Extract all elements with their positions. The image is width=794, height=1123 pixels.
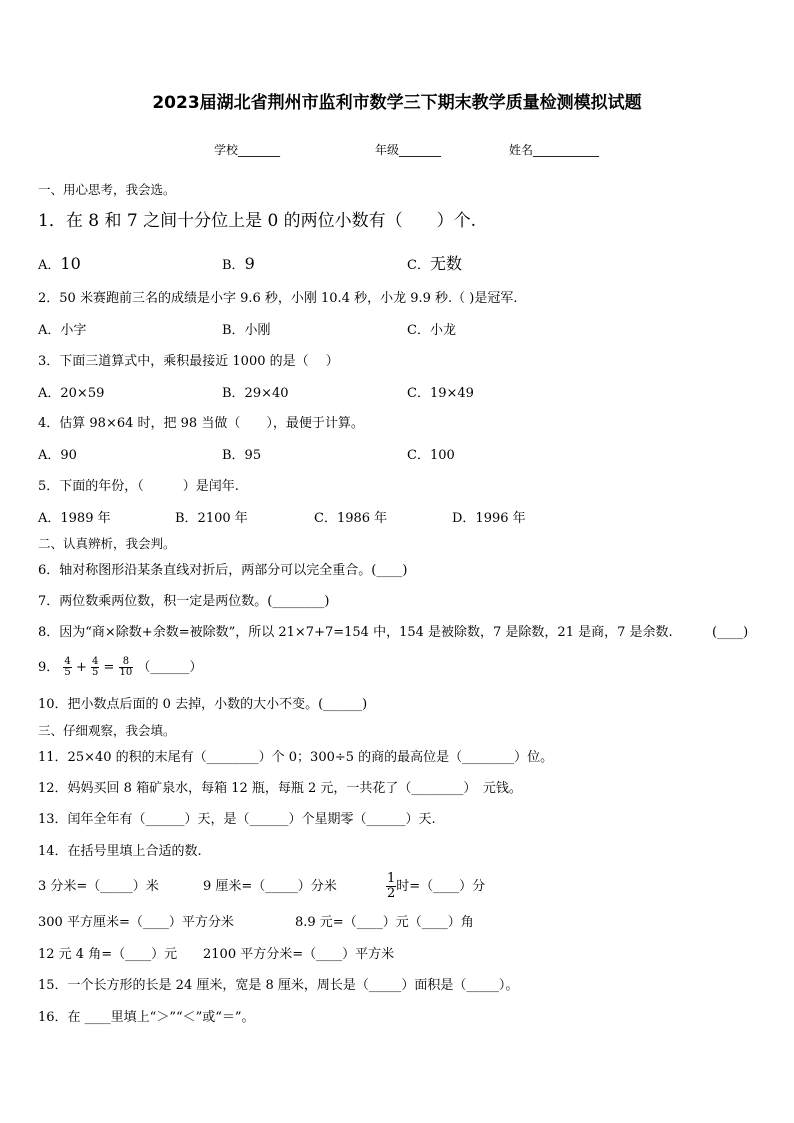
q3-option-a: A．20×59 bbox=[38, 386, 105, 401]
name-field: 姓名___________ bbox=[509, 143, 600, 157]
option-label: C． bbox=[407, 258, 430, 273]
q5-option-d: D．1996 年 bbox=[452, 511, 526, 526]
question-1: 1．在 8 和 7 之间十分位上是 0 的两位小数有（ ）个. bbox=[38, 211, 477, 231]
q3-option-b: B．29×40 bbox=[222, 386, 289, 401]
question-5: 5．下面的年份，（ ）是闰年. bbox=[38, 479, 239, 494]
q3-option-c: C．19×49 bbox=[407, 386, 474, 401]
q5-option-b: B．2100 年 bbox=[175, 511, 248, 526]
section-3-heading: 三、仔细观察，我会填。 bbox=[38, 723, 176, 738]
q2-option-a: A．小字 bbox=[38, 323, 87, 338]
q1-option-c bbox=[407, 256, 462, 274]
q14-item-2: 9 厘米=（_____）分米 bbox=[203, 879, 337, 894]
q8-answer-blank[interactable]: (____) bbox=[712, 625, 749, 640]
question-7: 7．两位数乘两位数，积一定是两位数。(________) bbox=[38, 594, 330, 609]
question-15: 15．一个长方形的长是 24 厘米，宽是 8 厘米，周长是（_____）面积是（_____）。 bbox=[38, 978, 519, 993]
option-label: A． bbox=[38, 258, 61, 273]
q14-item-5: 8.9 元=（____）元（____）角 bbox=[295, 915, 474, 930]
q14-item-1: 3 分米=（_____）米 bbox=[38, 879, 159, 894]
q14-item-3: $\frac{1}{2}$ 时=（____）分 bbox=[387, 871, 486, 901]
q9-fraction-2: $\frac{4}{5}$ bbox=[91, 656, 99, 678]
q5-option-c: C．1986 年 bbox=[314, 511, 388, 526]
q9-answer-blank[interactable]: （______） bbox=[137, 660, 203, 675]
question-6: 6．轴对称图形沿某条直线对折后，两部分可以完全重合。(____) bbox=[38, 563, 408, 578]
q9-plus: + bbox=[75, 660, 87, 675]
question-10: 10．把小数点后面的 0 去掉，小数的大小不变。(______) bbox=[38, 697, 368, 712]
q4-option-a: A．90 bbox=[38, 448, 77, 463]
question-4: 4．估算 98×64 时，把 98 当做（ ），最便于计算。 bbox=[38, 416, 364, 431]
section-1-heading: 一、用心思考，我会选。 bbox=[38, 182, 176, 197]
q14-item-6: 12 元 4 角=（____）元 bbox=[38, 947, 178, 962]
q14-fraction-half: $\frac{1}{2}$ bbox=[387, 871, 396, 901]
question-12: 12．妈妈买回 8 箱矿泉水，每箱 12 瓶，每瓶 2 元，一共花了（________） 元钱。 bbox=[38, 781, 522, 796]
question-16: 16．在 ____里填上“＞”“＜”或“＝”。 bbox=[38, 1010, 255, 1025]
school-field: 学校_______ bbox=[214, 143, 281, 157]
grade-field: 年级_______ bbox=[375, 143, 442, 157]
page-title: 2023届湖北省荆州市监利市数学三下期末教学质量检测模拟试题 bbox=[152, 93, 642, 113]
q9-label: 9． bbox=[38, 660, 60, 675]
question-11: 11．25×40 的积的末尾有（________）个 0；300÷5 的商的最高位是（________）位。 bbox=[38, 750, 554, 765]
q9-fraction-3: $\frac{8}{10}$ bbox=[119, 656, 133, 678]
option-label: B． bbox=[222, 258, 245, 273]
option-value: 10 bbox=[60, 254, 81, 273]
question-14: 14．在括号里填上合适的数. bbox=[38, 844, 202, 859]
question-3: 3．下面三道算式中，乘积最接近 1000 的是（ ） bbox=[38, 354, 339, 369]
q1-option-b bbox=[222, 256, 255, 274]
option-value: 9 bbox=[244, 254, 255, 273]
question-13: 13．闰年全年有（______）天，是（______）个星期零（______）天. bbox=[38, 812, 436, 827]
q9-equals: = bbox=[103, 660, 115, 675]
q4-option-b: B．95 bbox=[222, 448, 262, 463]
question-9 bbox=[38, 656, 202, 680]
q2-option-b: B．小刚 bbox=[222, 323, 271, 338]
section-2-heading: 二、认真辨析，我会判。 bbox=[38, 536, 176, 551]
q14-item-4: 300 平方厘米=（____）平方分米 bbox=[38, 915, 234, 930]
question-8: 8．因为“商×除数+余数=被除数”，所以 21×7+7=154 中，154 是被除数，7 是除数，21 是商，7 是余数. bbox=[38, 625, 673, 640]
option-value: 无数 bbox=[429, 254, 462, 273]
question-2: 2．50 米赛跑前三名的成绩是小字 9.6 秒，小刚 10.4 秒，小龙 9.9 秒.（ )是冠军. bbox=[38, 291, 518, 306]
q14-item-7: 2100 平方分米=（____）平方米 bbox=[203, 947, 395, 962]
q4-option-c: C．100 bbox=[407, 448, 455, 463]
q2-option-c: C．小龙 bbox=[407, 323, 456, 338]
q5-option-a: A．1989 年 bbox=[38, 511, 111, 526]
q9-fraction-1: $\frac{4}{5}$ bbox=[64, 656, 71, 678]
q1-option-a bbox=[38, 256, 81, 274]
